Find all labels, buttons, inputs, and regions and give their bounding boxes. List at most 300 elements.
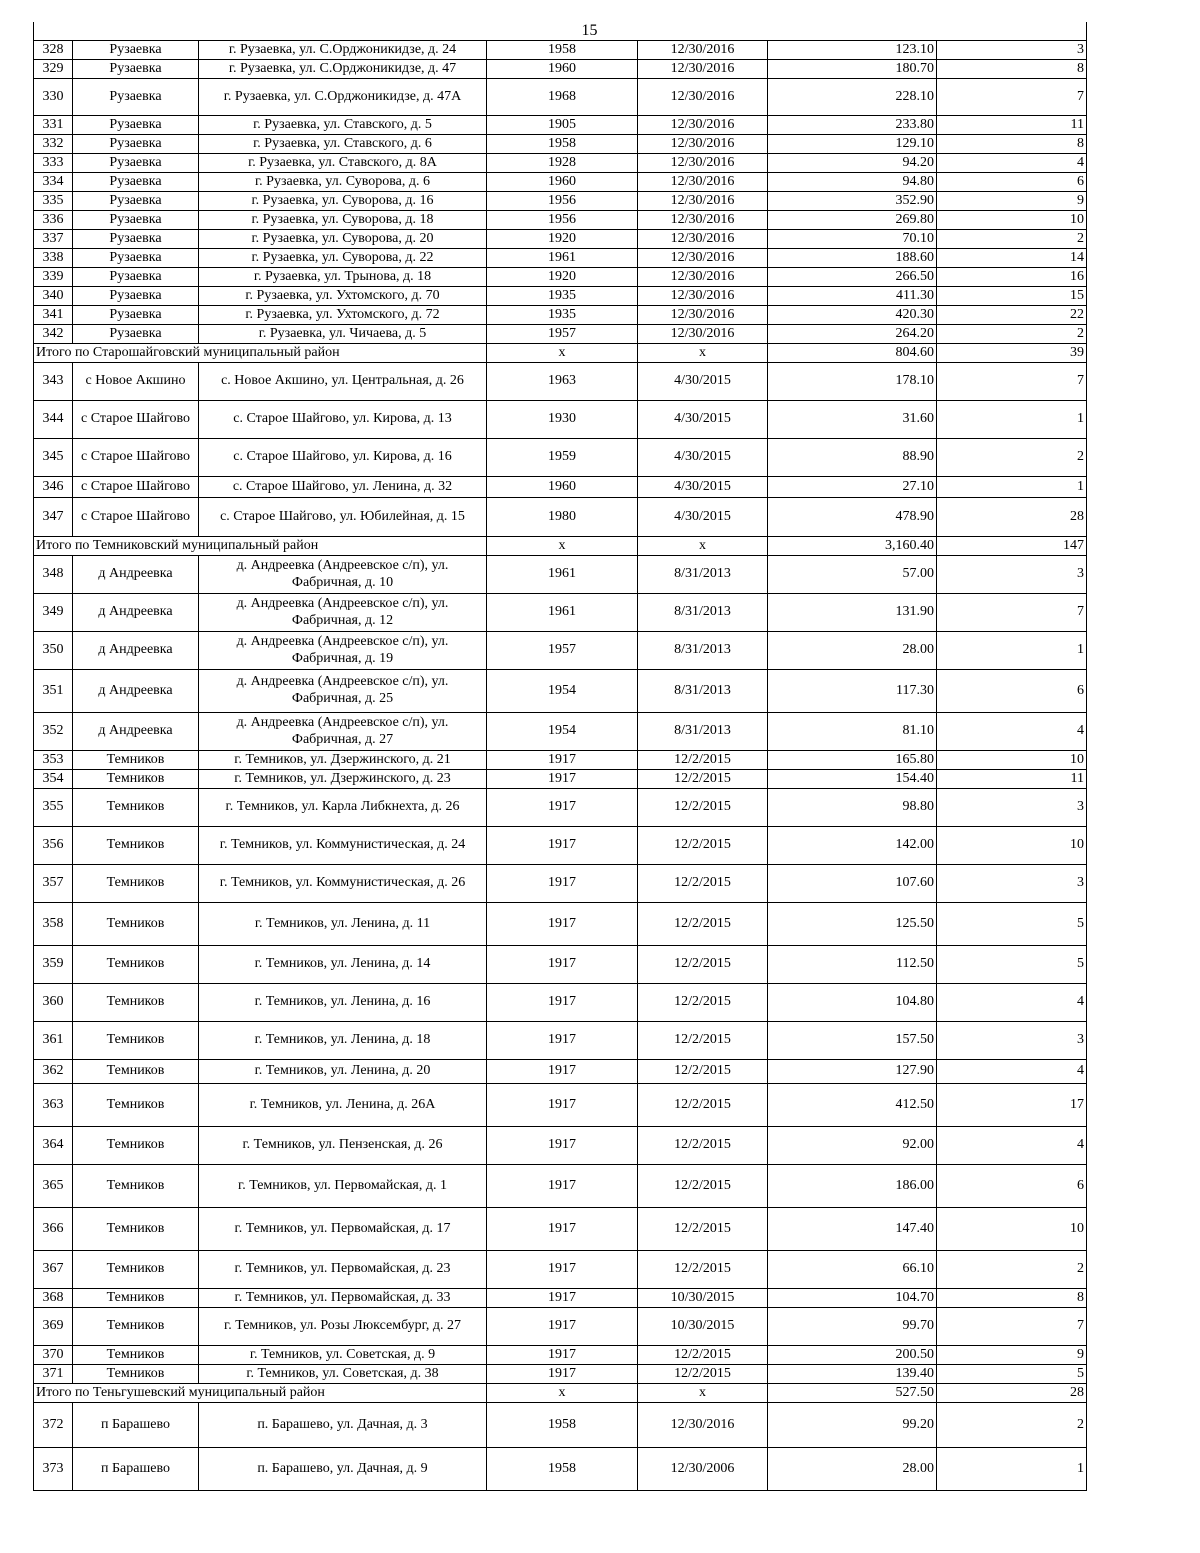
table-row: [34, 903, 1087, 946]
table-row: [34, 1403, 1087, 1448]
year-built-cell: 1935: [487, 306, 638, 325]
year-built-cell: 1905: [487, 116, 638, 135]
residents-count-cell: 9: [937, 1346, 1087, 1365]
locality-cell: с Старое Шайгово: [73, 498, 199, 537]
row-number-cell: 366: [34, 1208, 73, 1251]
address-cell: г. Темников, ул. Советская, д. 9: [199, 1346, 487, 1365]
row-number-cell: 338: [34, 249, 73, 268]
table-row: [34, 230, 1087, 249]
summary-area-cell: 804.60: [768, 344, 937, 363]
summary-date-cell: x: [638, 1384, 768, 1403]
address-cell: г. Темников, ул. Дзержинского, д. 21: [199, 751, 487, 770]
area-cell: 92.00: [768, 1127, 937, 1165]
summary-year-cell: x: [487, 344, 638, 363]
row-number-cell: 347: [34, 498, 73, 537]
row-number-cell: 363: [34, 1084, 73, 1127]
residents-count-cell: 2: [937, 230, 1087, 249]
area-cell: 412.50: [768, 1084, 937, 1127]
area-cell: 70.10: [768, 230, 937, 249]
locality-cell: Рузаевка: [73, 306, 199, 325]
address-cell: д. Андреевка (Андреевское с/п), ул. Фабричная, д. 27: [199, 713, 487, 751]
area-cell: 127.90: [768, 1060, 937, 1084]
row-number-cell: 364: [34, 1127, 73, 1165]
address-cell: д. Андреевка (Андреевское с/п), ул. Фабричная, д. 10: [199, 556, 487, 594]
year-built-cell: 1917: [487, 770, 638, 789]
address-cell: г. Темников, ул. Коммунистическая, д. 24: [199, 827, 487, 865]
year-built-cell: 1917: [487, 1208, 638, 1251]
row-number-cell: 371: [34, 1365, 73, 1384]
date-cell: 4/30/2015: [638, 401, 768, 439]
area-cell: 200.50: [768, 1346, 937, 1365]
area-cell: 104.80: [768, 984, 937, 1022]
year-built-cell: 1920: [487, 268, 638, 287]
residents-count-cell: 4: [937, 1060, 1087, 1084]
locality-cell: д Андреевка: [73, 713, 199, 751]
row-number-cell: 333: [34, 154, 73, 173]
row-number-cell: 352: [34, 713, 73, 751]
year-built-cell: 1960: [487, 60, 638, 79]
year-built-cell: 1920: [487, 230, 638, 249]
summary-row: [34, 1384, 1087, 1403]
area-cell: 147.40: [768, 1208, 937, 1251]
area-cell: 478.90: [768, 498, 937, 537]
residents-count-cell: 17: [937, 1084, 1087, 1127]
address-cell: г. Рузаевка, ул. Суворова, д. 22: [199, 249, 487, 268]
residents-count-cell: 3: [937, 556, 1087, 594]
date-cell: 4/30/2015: [638, 498, 768, 537]
district-summary-label: Итого по Темниковский муниципальный район: [34, 537, 199, 556]
residents-count-cell: 3: [937, 865, 1087, 903]
residents-count-cell: 5: [937, 903, 1087, 946]
date-cell: 8/31/2013: [638, 670, 768, 713]
residents-count-cell: 5: [937, 1365, 1087, 1384]
locality-cell: Темников: [73, 1165, 199, 1208]
row-number-cell: 359: [34, 946, 73, 984]
locality-cell: Рузаевка: [73, 192, 199, 211]
residents-count-cell: 6: [937, 1165, 1087, 1208]
row-number-cell: 331: [34, 116, 73, 135]
locality-cell: Темников: [73, 946, 199, 984]
year-built-cell: 1935: [487, 287, 638, 306]
area-cell: 139.40: [768, 1365, 937, 1384]
row-number-cell: 350: [34, 632, 73, 670]
address-cell: г. Рузаевка, ул. С.Орджоникидзе, д. 24: [199, 41, 487, 60]
year-built-cell: 1917: [487, 1060, 638, 1084]
address-cell: г. Темников, ул. Дзержинского, д. 23: [199, 770, 487, 789]
area-cell: 186.00: [768, 1165, 937, 1208]
date-cell: 10/30/2015: [638, 1308, 768, 1346]
year-built-cell: 1958: [487, 1448, 638, 1491]
table-row: [34, 1084, 1087, 1127]
area-cell: 264.20: [768, 325, 937, 344]
year-built-cell: 1954: [487, 670, 638, 713]
locality-cell: Рузаевка: [73, 211, 199, 230]
area-cell: 129.10: [768, 135, 937, 154]
summary-date-cell: x: [638, 537, 768, 556]
row-number-cell: 358: [34, 903, 73, 946]
table-row: [34, 751, 1087, 770]
year-built-cell: 1917: [487, 1022, 638, 1060]
year-built-cell: 1917: [487, 1127, 638, 1165]
table-row: [34, 946, 1087, 984]
row-number-cell: 351: [34, 670, 73, 713]
address-cell: г. Рузаевка, ул. Суворова, д. 20: [199, 230, 487, 249]
table-row: [34, 363, 1087, 401]
locality-cell: Темников: [73, 827, 199, 865]
area-cell: 112.50: [768, 946, 937, 984]
residents-count-cell: 8: [937, 1289, 1087, 1308]
address-cell: г. Темников, ул. Карла Либкнехта, д. 26: [199, 789, 487, 827]
table-row: [34, 827, 1087, 865]
row-number-cell: 336: [34, 211, 73, 230]
address-cell: г. Темников, ул. Первомайская, д. 1: [199, 1165, 487, 1208]
address-cell: г. Рузаевка, ул. Ставского, д. 6: [199, 135, 487, 154]
table-row: [34, 1165, 1087, 1208]
year-built-cell: 1917: [487, 789, 638, 827]
locality-cell: Рузаевка: [73, 249, 199, 268]
date-cell: 12/2/2015: [638, 1251, 768, 1289]
date-cell: 12/2/2015: [638, 865, 768, 903]
table-row: [34, 401, 1087, 439]
area-cell: 157.50: [768, 1022, 937, 1060]
area-cell: 81.10: [768, 713, 937, 751]
year-built-cell: 1957: [487, 325, 638, 344]
address-cell: г. Рузаевка, ул. Трынова, д. 18: [199, 268, 487, 287]
date-cell: 12/2/2015: [638, 789, 768, 827]
address-cell: г. Темников, ул. Розы Люксембург, д. 27: [199, 1308, 487, 1346]
summary-date-cell: x: [638, 344, 768, 363]
table-row: [34, 268, 1087, 287]
area-cell: 233.80: [768, 116, 937, 135]
table-row: [34, 1022, 1087, 1060]
year-built-cell: 1928: [487, 154, 638, 173]
summary-count-cell: 28: [937, 1384, 1087, 1403]
table-row: [34, 79, 1087, 116]
date-cell: 12/30/2016: [638, 325, 768, 344]
locality-cell: Темников: [73, 1084, 199, 1127]
locality-cell: Темников: [73, 789, 199, 827]
page-header-row: [34, 22, 1087, 41]
year-built-cell: 1963: [487, 363, 638, 401]
locality-cell: Темников: [73, 1308, 199, 1346]
area-cell: 94.80: [768, 173, 937, 192]
area-cell: 131.90: [768, 594, 937, 632]
locality-cell: Темников: [73, 1365, 199, 1384]
residents-count-cell: 4: [937, 154, 1087, 173]
table-row: [34, 211, 1087, 230]
table-row: [34, 1365, 1087, 1384]
row-number-cell: 355: [34, 789, 73, 827]
row-number-cell: 348: [34, 556, 73, 594]
area-cell: 123.10: [768, 41, 937, 60]
district-summary-label: Итого по Теньгушевский муниципальный район: [34, 1384, 199, 1403]
date-cell: 12/30/2016: [638, 1403, 768, 1448]
address-cell: г. Темников, ул. Первомайская, д. 33: [199, 1289, 487, 1308]
year-built-cell: 1917: [487, 903, 638, 946]
summary-count-cell: 147: [937, 537, 1087, 556]
residents-count-cell: 28: [937, 498, 1087, 537]
date-cell: 12/2/2015: [638, 946, 768, 984]
address-cell: г. Рузаевка, ул. Суворова, д. 6: [199, 173, 487, 192]
date-cell: 12/30/2006: [638, 1448, 768, 1491]
table-row: [34, 154, 1087, 173]
summary-year-cell: x: [487, 1384, 638, 1403]
area-cell: 94.20: [768, 154, 937, 173]
residents-count-cell: 1: [937, 632, 1087, 670]
date-cell: 12/2/2015: [638, 1060, 768, 1084]
address-cell: г. Темников, ул. Ленина, д. 14: [199, 946, 487, 984]
residents-count-cell: 8: [937, 135, 1087, 154]
summary-year-cell: x: [487, 537, 638, 556]
year-built-cell: 1917: [487, 1084, 638, 1127]
locality-cell: Рузаевка: [73, 135, 199, 154]
table-row: [34, 1346, 1087, 1365]
area-cell: 104.70: [768, 1289, 937, 1308]
date-cell: 12/30/2016: [638, 306, 768, 325]
area-cell: 98.80: [768, 789, 937, 827]
date-cell: 12/30/2016: [638, 249, 768, 268]
residents-count-cell: 10: [937, 1208, 1087, 1251]
residents-count-cell: 2: [937, 439, 1087, 477]
locality-cell: с Новое Акшино: [73, 363, 199, 401]
address-cell: с. Старое Шайгово, ул. Кирова, д. 16: [199, 439, 487, 477]
table-row: [34, 1060, 1087, 1084]
row-number-cell: 328: [34, 41, 73, 60]
residents-count-cell: 10: [937, 827, 1087, 865]
date-cell: 12/30/2016: [638, 268, 768, 287]
date-cell: 12/2/2015: [638, 1127, 768, 1165]
table-row: [34, 192, 1087, 211]
locality-cell: п Барашево: [73, 1403, 199, 1448]
year-built-cell: 1958: [487, 41, 638, 60]
year-built-cell: 1960: [487, 477, 638, 498]
table-row: [34, 249, 1087, 268]
year-built-cell: 1954: [487, 713, 638, 751]
year-built-cell: 1930: [487, 401, 638, 439]
locality-cell: Темников: [73, 903, 199, 946]
locality-cell: Рузаевка: [73, 230, 199, 249]
row-number-cell: 362: [34, 1060, 73, 1084]
residents-count-cell: 7: [937, 363, 1087, 401]
year-built-cell: 1917: [487, 865, 638, 903]
residents-count-cell: 1: [937, 1448, 1087, 1491]
row-number-cell: 368: [34, 1289, 73, 1308]
year-built-cell: 1917: [487, 827, 638, 865]
address-cell: с. Старое Шайгово, ул. Ленина, д. 32: [199, 477, 487, 498]
residents-count-cell: 10: [937, 751, 1087, 770]
residents-count-cell: 15: [937, 287, 1087, 306]
year-built-cell: 1917: [487, 984, 638, 1022]
table-row: [34, 1251, 1087, 1289]
row-number-cell: 360: [34, 984, 73, 1022]
residents-count-cell: 4: [937, 984, 1087, 1022]
date-cell: 12/30/2016: [638, 116, 768, 135]
row-number-cell: 340: [34, 287, 73, 306]
table-row: [34, 984, 1087, 1022]
table-row: [34, 1308, 1087, 1346]
address-cell: д. Андреевка (Андреевское с/п), ул. Фабричная, д. 12: [199, 594, 487, 632]
address-cell: г. Рузаевка, ул. Суворова, д. 18: [199, 211, 487, 230]
address-cell: г. Рузаевка, ул. Суворова, д. 16: [199, 192, 487, 211]
address-cell: с. Старое Шайгово, ул. Кирова, д. 13: [199, 401, 487, 439]
year-built-cell: 1917: [487, 751, 638, 770]
address-cell: г. Темников, ул. Первомайская, д. 17: [199, 1208, 487, 1251]
address-cell: д. Андреевка (Андреевское с/п), ул. Фабричная, д. 19: [199, 632, 487, 670]
date-cell: 12/2/2015: [638, 1084, 768, 1127]
table-row: [34, 632, 1087, 670]
date-cell: 12/30/2016: [638, 230, 768, 249]
page-number: 15: [581, 21, 598, 39]
table-row: [34, 713, 1087, 751]
year-built-cell: 1917: [487, 1165, 638, 1208]
table-row: [34, 1289, 1087, 1308]
year-built-cell: 1956: [487, 211, 638, 230]
address-cell: п. Барашево, ул. Дачная, д. 3: [199, 1403, 487, 1448]
year-built-cell: 1961: [487, 249, 638, 268]
table-row: [34, 1208, 1087, 1251]
address-cell: г. Рузаевка, ул. С.Орджоникидзе, д. 47А: [199, 79, 487, 116]
district-summary-label: Итого по Старошайговский муниципальный район: [34, 344, 199, 363]
date-cell: 12/30/2016: [638, 287, 768, 306]
table-row: [34, 1448, 1087, 1491]
locality-cell: Темников: [73, 751, 199, 770]
date-cell: 12/2/2015: [638, 903, 768, 946]
year-built-cell: 1917: [487, 1308, 638, 1346]
table-row: [34, 477, 1087, 498]
year-built-cell: 1917: [487, 1365, 638, 1384]
address-cell: г. Рузаевка, ул. Ставского, д. 5: [199, 116, 487, 135]
residents-count-cell: 5: [937, 946, 1087, 984]
address-cell: г. Темников, ул. Ленина, д. 16: [199, 984, 487, 1022]
locality-cell: д Андреевка: [73, 556, 199, 594]
date-cell: 8/31/2013: [638, 556, 768, 594]
address-cell: д. Андреевка (Андреевское с/п), ул. Фабричная, д. 25: [199, 670, 487, 713]
residents-count-cell: 6: [937, 173, 1087, 192]
residents-count-cell: 3: [937, 789, 1087, 827]
table-row: [34, 116, 1087, 135]
row-number-cell: 365: [34, 1165, 73, 1208]
residents-count-cell: 3: [937, 1022, 1087, 1060]
address-cell: г. Рузаевка, ул. Чичаева, д. 5: [199, 325, 487, 344]
year-built-cell: 1917: [487, 1289, 638, 1308]
area-cell: 178.10: [768, 363, 937, 401]
row-number-cell: 349: [34, 594, 73, 632]
area-cell: 180.70: [768, 60, 937, 79]
date-cell: 12/2/2015: [638, 1346, 768, 1365]
year-built-cell: 1961: [487, 556, 638, 594]
date-cell: 12/2/2015: [638, 1208, 768, 1251]
locality-cell: Темников: [73, 1022, 199, 1060]
row-number-cell: 346: [34, 477, 73, 498]
area-cell: 99.20: [768, 1403, 937, 1448]
residents-count-cell: 8: [937, 60, 1087, 79]
row-number-cell: 341: [34, 306, 73, 325]
address-cell: г. Рузаевка, ул. Ухтомского, д. 72: [199, 306, 487, 325]
summary-row: [34, 537, 1087, 556]
residents-count-cell: 22: [937, 306, 1087, 325]
table-row: [34, 325, 1087, 344]
area-cell: 66.10: [768, 1251, 937, 1289]
table-row: [34, 789, 1087, 827]
area-cell: 27.10: [768, 477, 937, 498]
row-number-cell: 356: [34, 827, 73, 865]
table-row: [34, 173, 1087, 192]
locality-cell: Темников: [73, 1208, 199, 1251]
date-cell: 12/2/2015: [638, 1365, 768, 1384]
table-row: [34, 60, 1087, 79]
area-cell: 31.60: [768, 401, 937, 439]
table-row: [34, 135, 1087, 154]
summary-area-cell: 3,160.40: [768, 537, 937, 556]
row-number-cell: 335: [34, 192, 73, 211]
year-built-cell: 1958: [487, 135, 638, 154]
date-cell: 12/30/2016: [638, 192, 768, 211]
date-cell: 12/2/2015: [638, 1022, 768, 1060]
locality-cell: д Андреевка: [73, 632, 199, 670]
year-built-cell: 1960: [487, 173, 638, 192]
table-row: [34, 41, 1087, 60]
locality-cell: Рузаевка: [73, 287, 199, 306]
document-page: [33, 22, 1086, 1491]
date-cell: 12/2/2015: [638, 770, 768, 789]
residents-count-cell: 6: [937, 670, 1087, 713]
address-cell: г. Рузаевка, ул. С.Орджоникидзе, д. 47: [199, 60, 487, 79]
residents-count-cell: 2: [937, 1403, 1087, 1448]
row-number-cell: 337: [34, 230, 73, 249]
area-cell: 352.90: [768, 192, 937, 211]
locality-cell: Темников: [73, 984, 199, 1022]
date-cell: 4/30/2015: [638, 363, 768, 401]
year-built-cell: 1917: [487, 1346, 638, 1365]
locality-cell: с Старое Шайгово: [73, 477, 199, 498]
summary-count-cell: 39: [937, 344, 1087, 363]
area-cell: 266.50: [768, 268, 937, 287]
locality-cell: Темников: [73, 1346, 199, 1365]
locality-cell: д Андреевка: [73, 594, 199, 632]
address-cell: г. Темников, ул. Первомайская, д. 23: [199, 1251, 487, 1289]
row-number-cell: 353: [34, 751, 73, 770]
table-row: [34, 594, 1087, 632]
table-row: [34, 556, 1087, 594]
table-row: [34, 287, 1087, 306]
address-cell: г. Рузаевка, ул. Ставского, д. 8А: [199, 154, 487, 173]
year-built-cell: 1957: [487, 632, 638, 670]
row-number-cell: 329: [34, 60, 73, 79]
area-cell: 154.40: [768, 770, 937, 789]
row-number-cell: 357: [34, 865, 73, 903]
row-number-cell: 345: [34, 439, 73, 477]
table-row: [34, 306, 1087, 325]
year-built-cell: 1917: [487, 1251, 638, 1289]
date-cell: 12/2/2015: [638, 1165, 768, 1208]
locality-cell: Темников: [73, 1251, 199, 1289]
row-number-cell: 369: [34, 1308, 73, 1346]
year-built-cell: 1917: [487, 946, 638, 984]
residents-count-cell: 1: [937, 477, 1087, 498]
address-cell: г. Рузаевка, ул. Ухтомского, д. 70: [199, 287, 487, 306]
locality-cell: Рузаевка: [73, 268, 199, 287]
table-row: [34, 498, 1087, 537]
residents-count-cell: 16: [937, 268, 1087, 287]
address-cell: г. Темников, ул. Ленина, д. 26А: [199, 1084, 487, 1127]
locality-cell: Рузаевка: [73, 173, 199, 192]
residents-count-cell: 4: [937, 713, 1087, 751]
summary-row: [34, 344, 1087, 363]
date-cell: 12/30/2016: [638, 154, 768, 173]
area-cell: 411.30: [768, 287, 937, 306]
year-built-cell: 1961: [487, 594, 638, 632]
summary-area-cell: 527.50: [768, 1384, 937, 1403]
